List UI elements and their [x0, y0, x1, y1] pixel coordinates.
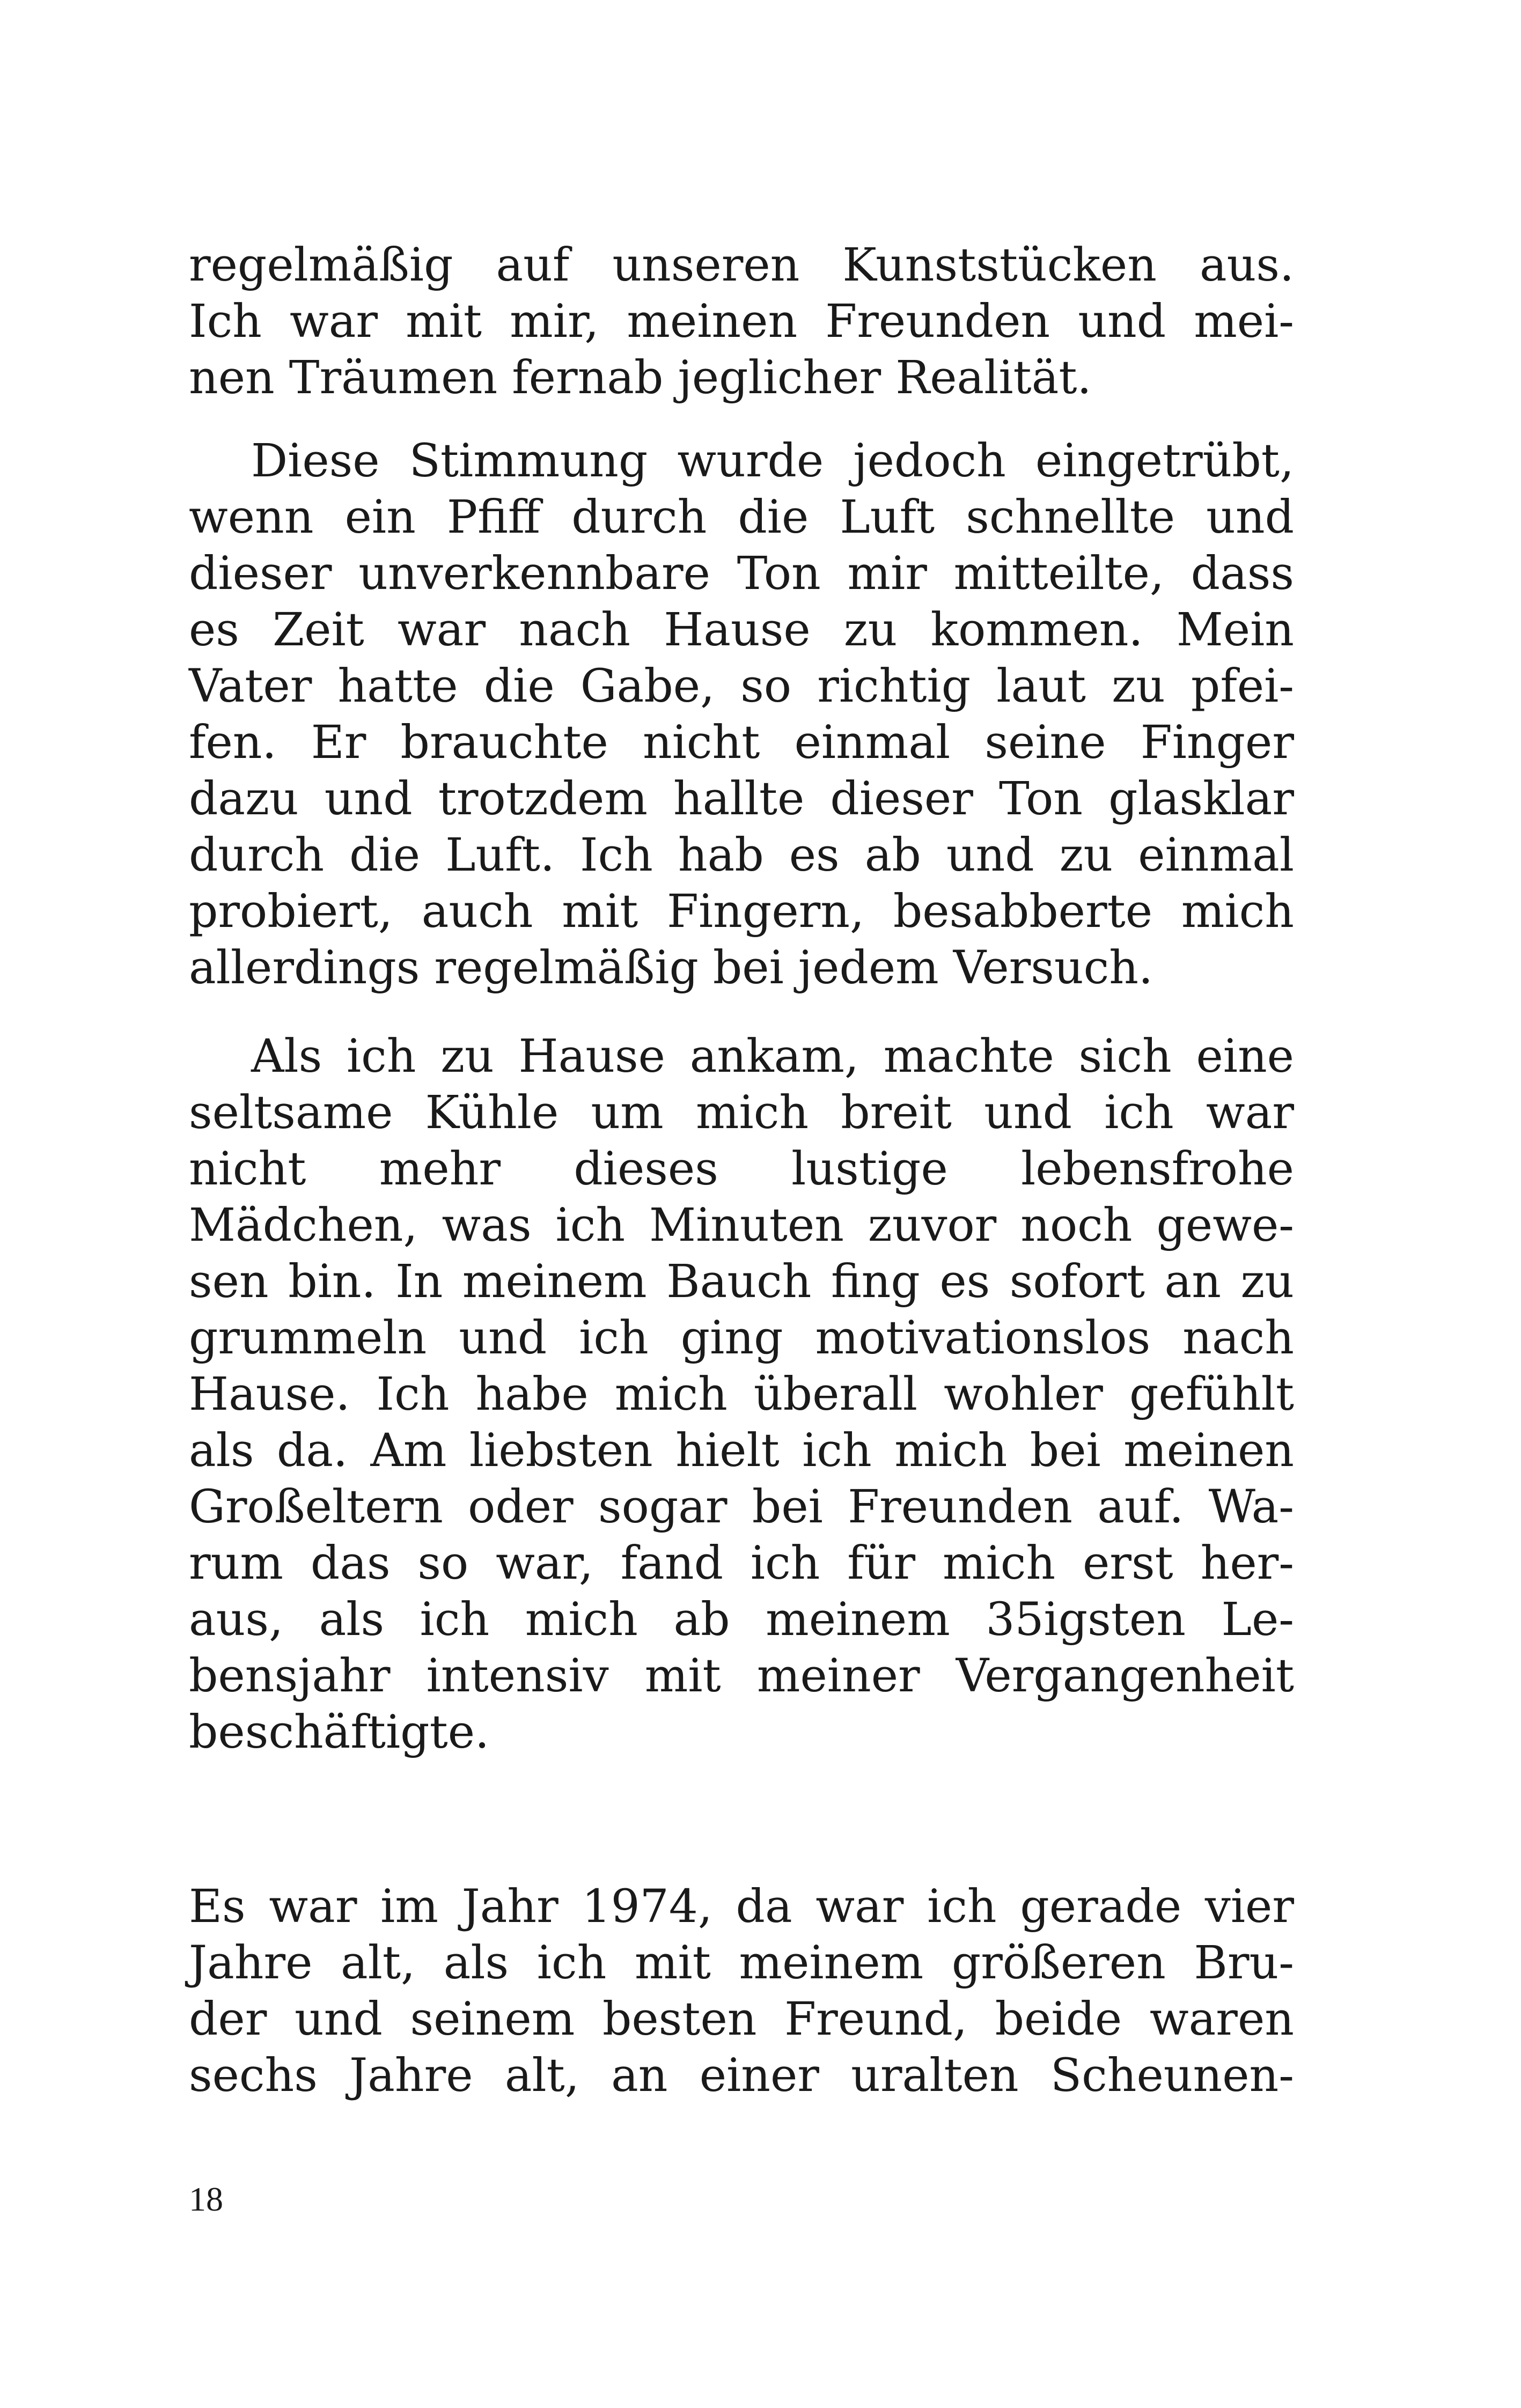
text-line: Ich war mit mir, meinen Freunden und mei-	[189, 295, 1294, 348]
text-line: Als ich zu Hause ankam, machte sich eine	[251, 1030, 1294, 1083]
text-line: beschäftigte.	[189, 1706, 490, 1759]
text-line: dazu und trotzdem hallte dieser Ton glasklar	[189, 772, 1294, 826]
text-line: wenn ein Pfiff durch die Luft schnellte und	[189, 491, 1294, 544]
text-line: grummeln und ich ging motivationslos nach	[189, 1312, 1294, 1365]
text-line: durch die Luft. Ich hab es ab und zu einmal	[189, 829, 1294, 882]
text-line: allerdings regelmäßig bei jedem Versuch.	[189, 941, 1153, 995]
text-line: rum das so war, fand ich für mich erst her-	[189, 1537, 1294, 1590]
text-line: Es war im Jahr 1974, da war ich gerade vier	[189, 1880, 1294, 1933]
text-line: Hause. Ich habe mich überall wohler gefühlt	[189, 1368, 1294, 1421]
text-line: der und seinem besten Freund, beide waren	[189, 1993, 1294, 2046]
text-line: regelmäßig auf unseren Kunststücken aus.	[189, 239, 1294, 292]
text-line: es Zeit war nach Hause zu kommen. Mein	[189, 603, 1294, 657]
page-number: 18	[189, 2180, 223, 2218]
text-line: dieser unverkennbare Ton mir mitteilte, dass	[189, 547, 1294, 600]
text-line: seltsame Kühle um mich breit und ich war	[189, 1086, 1294, 1139]
text-line: sen bin. In meinem Bauch fing es sofort an zu	[189, 1255, 1294, 1308]
text-line: Jahre alt, als ich mit meinem größeren Bru-	[189, 1936, 1294, 1990]
text-line: nen Träumen fernab jeglicher Realität.	[189, 351, 1092, 404]
text-line: Diese Stimmung wurde jedoch eingetrübt,	[251, 435, 1294, 488]
text-line: Vater hatte die Gabe, so richtig laut zu pfei-	[189, 660, 1294, 713]
text-line: Großeltern oder sogar bei Freunden auf. Wa-	[189, 1481, 1294, 1534]
text-line: probiert, auch mit Fingern, besabberte mich	[189, 885, 1294, 938]
text-line: aus, als ich mich ab meinem 35igsten Le-	[189, 1593, 1294, 1646]
text-line: sechs Jahre alt, an einer uralten Scheunen-	[189, 2049, 1294, 2102]
text-line: als da. Am liebsten hielt ich mich bei meinen	[189, 1424, 1294, 1477]
text-line: bensjahr intensiv mit meiner Vergangenheit	[189, 1649, 1294, 1703]
text-line: Mädchen, was ich Minuten zuvor noch gewe-	[189, 1199, 1294, 1252]
text-line: nicht mehr dieses lustige lebensfrohe	[189, 1143, 1294, 1196]
text-line: fen. Er brauchte nicht einmal seine Finger	[189, 716, 1294, 769]
